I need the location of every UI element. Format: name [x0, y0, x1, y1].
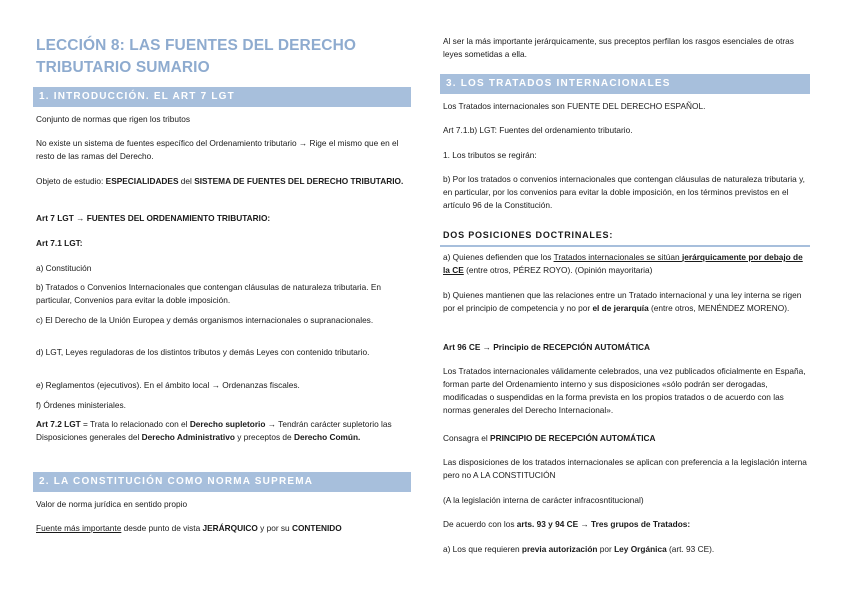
paragraph: Art 7.1 LGT:: [36, 238, 83, 248]
paragraph: a) Los que requieren previa autorización por Ley Orgánica (art. 93 CE).: [443, 544, 715, 554]
paragraph: Art 7 LGT → FUENTES DEL ORDENAMIENTO TRIBUTARIO:: [36, 213, 271, 223]
paragraph: Los Tratados internacionales válidamente celebrados, una vez publicados oficialmente en España, forman parte del Ordenamiento interno y sus disposiciones «sólo podrán ser derogadas, modificadas o suspendidas en la forma prevista en los propios tratados o de acuerdo con las normas generales del Derecho Internacional».: [443, 366, 806, 415]
paragraph: Fuente más importante desde punto de vista JERÁRQUICO y por su CONTENIDO: [36, 523, 342, 533]
paragraph: De acuerdo con los arts. 93 y 94 CE → Tres grupos de Tratados:: [443, 519, 691, 529]
section-heading-constitucion: 2. LA CONSTITUCIÓN COMO NORMA SUPREMA: [33, 472, 411, 492]
section-heading-tratados: 3. LOS TRATADOS INTERNACIONALES: [440, 74, 810, 94]
paragraph: Valor de norma jurídica en sentido propio: [36, 499, 188, 509]
list-item: c) El Derecho de la Unión Europea y demás organismos internacionales o supranacionales.: [36, 315, 374, 325]
paragraph: Conjunto de normas que rigen los tributos: [36, 114, 191, 124]
paragraph: 1. Los tributos se regirán:: [443, 150, 537, 160]
paragraph: Objeto de estudio: ESPECIALIDADES del SISTEMA DE FUENTES DEL DERECHO TRIBUTARIO.: [36, 176, 404, 186]
paragraph: b) Por los tratados o convenios internacionales que contengan cláusulas de naturaleza tributaria y, en particular, por los convenios para evitar la doble imposición, en los términos previstos en el artículo 96 de la Constitución.: [443, 174, 805, 210]
paragraph: Art 7.1.b) LGT: Fuentes del ordenamiento tributario.: [443, 125, 633, 135]
paragraph: Art 96 CE → Principio de RECEPCIÓN AUTOMÁTICA: [443, 342, 650, 352]
paragraph: Consagra el PRINCIPIO DE RECEPCIÓN AUTOMÁTICA: [443, 433, 656, 443]
paragraph: Art 7.2 LGT = Trata lo relacionado con el Derecho supletorio → Tendrán carácter supletorio las Disposiciones generales del Derecho Administrativo y preceptos de Derecho Común.: [36, 419, 392, 442]
paragraph: Al ser la más importante jerárquicamente, sus preceptos perfilan los rasgos esenciales de otras leyes sometidas a ella.: [443, 36, 794, 59]
paragraph: (A la legislación interna de carácter infracosntitucional): [443, 495, 644, 505]
paragraph: Las disposiciones de los tratados internacionales se aplican con preferencia a la legislación interna pero no A LA CONSTITUCIÓN: [443, 457, 807, 480]
section-heading-introduccion: 1. INTRODUCCIÓN. EL ART 7 LGT: [33, 87, 411, 107]
list-item: e) Reglamentos (ejecutivos). En el ámbito local → Ordenanzas fiscales.: [36, 380, 300, 390]
doctrinal-heading: DOS POSICIONES DOCTRINALES:: [443, 230, 614, 240]
paragraph: Los Tratados internacionales son FUENTE DEL DERECHO ESPAÑOL.: [443, 101, 706, 111]
list-item: f) Órdenes ministeriales.: [36, 400, 126, 410]
list-item: a) Constitución: [36, 263, 92, 273]
list-item: b) Tratados o Convenios Internacionales que contengan cláusulas de naturaleza tributaria. En particular, Convenios para evitar la doble imposición.: [36, 282, 382, 305]
paragraph: b) Quienes mantienen que las relaciones entre un Tratado internacional y una ley interna se rigen por el principio de competencia y no por el de jerarquía (entre otros, MENÉNDEZ MORENO).: [443, 290, 802, 313]
list-item: d) LGT, Leyes reguladoras de los distintos tributos y demás Leyes con contenido tributario.: [36, 347, 370, 357]
page-title: LECCIÓN 8: LAS FUENTES DEL DERECHO TRIBUTARIO SUMARIO: [36, 37, 357, 76]
paragraph: a) Quienes defienden que los Tratados internacionales se sitúan jerárquicamente por debajo de la CE (entre otros, PÉREZ ROYO). (Opinión mayoritaria): [443, 252, 803, 275]
paragraph: No existe un sistema de fuentes específico del Ordenamiento tributario → Rige el mismo que en el resto de las ramas del Derecho.: [36, 138, 399, 161]
